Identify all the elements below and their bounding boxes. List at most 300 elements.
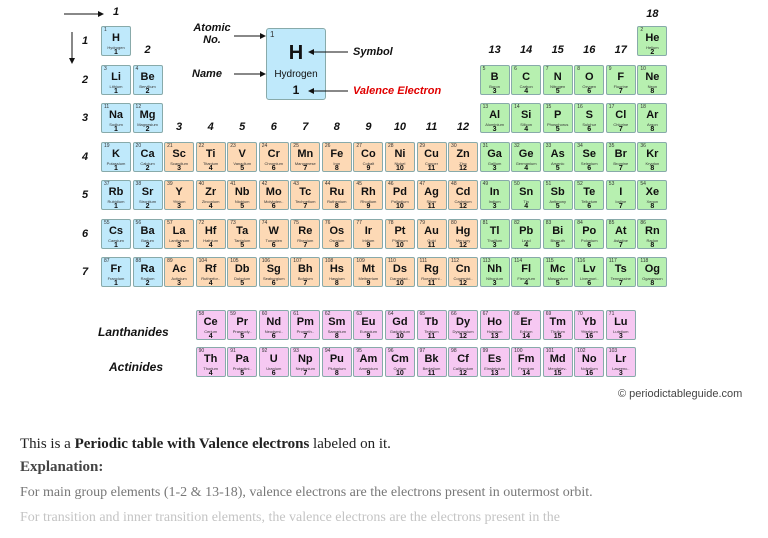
element-symbol: C (522, 70, 531, 83)
element-valence: 1 (114, 280, 118, 287)
element-symbol: Bk (424, 353, 439, 365)
element-symbol: Ac (172, 263, 187, 275)
element-cell-lr (606, 347, 636, 377)
element-symbol: Db (234, 263, 250, 275)
element-atomic-number: 6 (514, 65, 517, 72)
element-valence: 14 (522, 370, 531, 377)
element-valence: 4 (208, 164, 213, 172)
element-name: Yttrium (172, 199, 186, 204)
element-symbol: Fl (521, 263, 532, 275)
element-atomic-number: 59 (230, 311, 236, 317)
element-name: Antimony (549, 199, 567, 204)
element-valence: 2 (145, 126, 150, 133)
legend-example-symbol: H (288, 42, 304, 64)
element-valence: 7 (303, 370, 308, 377)
element-symbol: Cs (108, 224, 124, 237)
element-atomic-number: 5 (482, 65, 486, 72)
element-atomic-number: 66 (451, 311, 457, 317)
element-symbol: Rf (204, 263, 217, 275)
element-name: Uranium (266, 366, 282, 371)
element-symbol: Co (361, 147, 376, 160)
element-valence: 10 (396, 370, 404, 377)
element-name: Zinc (459, 160, 467, 166)
element-cell-p (543, 103, 573, 133)
element-cell-c (511, 65, 541, 95)
element-symbol: Rh (361, 186, 376, 198)
group-label-13: 13 (488, 44, 501, 56)
legend-example-name: Hydrogen (274, 69, 318, 80)
element-cell-y (164, 180, 194, 210)
element-valence: 16 (585, 370, 594, 377)
element-atomic-number: 3 (104, 65, 107, 72)
element-atomic-number: 93 (293, 348, 299, 354)
element-atomic-number: 61 (293, 311, 299, 317)
element-cell-es (480, 347, 510, 377)
element-cell-ga (480, 142, 510, 172)
element-cell-mt (353, 257, 383, 287)
element-atomic-number: 116 (577, 258, 586, 264)
element-name: Magnesium (137, 122, 158, 127)
element-atomic-number: 29 (419, 142, 426, 149)
element-cell-he (637, 26, 667, 56)
element-atomic-number: 50 (514, 181, 520, 187)
element-symbol: Ce (203, 316, 218, 328)
element-cell-hs (322, 257, 352, 287)
element-name: Actinium (171, 276, 187, 281)
element-valence: 4 (208, 333, 213, 340)
element-cell-w (259, 219, 289, 249)
element-cell-ac (164, 257, 194, 287)
element-name: Radon (646, 237, 659, 243)
element-name: Nitrogen (550, 83, 566, 89)
element-atomic-number: 75 (293, 219, 299, 226)
element-symbol: Hf (204, 224, 217, 237)
element-valence: 9 (366, 241, 371, 249)
element-valence: 6 (587, 87, 592, 95)
element-cell-rg (417, 257, 447, 287)
element-cell-sc (164, 142, 194, 172)
element-symbol: Tl (489, 224, 500, 237)
element-atomic-number: 81 (482, 219, 489, 226)
element-valence: 4 (524, 241, 529, 249)
element-name: Boron (489, 83, 500, 89)
element-cell-i (606, 180, 636, 210)
element-valence: 1 (114, 49, 118, 56)
element-atomic-number: 71 (608, 311, 615, 317)
element-symbol: Y (175, 186, 183, 198)
element-symbol: N (553, 70, 562, 83)
element-valence: 6 (271, 203, 276, 210)
element-name: Gallium (487, 160, 502, 166)
element-valence: 3 (618, 370, 623, 377)
element-valence: 15 (553, 370, 562, 377)
legend-example-valence: 1 (292, 83, 300, 97)
element-symbol: Ru (329, 186, 345, 198)
element-valence: 10 (396, 164, 404, 172)
element-symbol: Ti (205, 147, 216, 160)
period-label-4: 4 (82, 150, 89, 163)
element-atomic-number: 20 (135, 142, 142, 149)
element-symbol: Ar (646, 109, 659, 121)
element-symbol: Fr (110, 263, 122, 275)
group-label-3: 3 (176, 121, 183, 133)
element-symbol: Eu (361, 316, 376, 328)
legend-arrows-right-icon (306, 44, 352, 96)
element-valence: 10 (396, 241, 404, 249)
element-valence: 2 (145, 280, 150, 287)
element-valence: 5 (240, 280, 245, 287)
element-atomic-number: 98 (451, 348, 457, 354)
element-valence: 14 (522, 333, 531, 340)
element-valence: 7 (303, 241, 308, 249)
element-symbol: Bi (552, 224, 564, 237)
element-cell-bi (543, 219, 573, 249)
element-cell-ce (196, 310, 226, 340)
element-valence: 11 (427, 333, 436, 340)
element-name: Darmstad.. (390, 276, 410, 281)
element-atomic-number: 110 (387, 258, 396, 264)
element-valence: 3 (177, 203, 182, 210)
element-valence: 4 (208, 241, 213, 249)
element-atomic-number: 4 (135, 65, 139, 72)
element-symbol: Tm (549, 316, 566, 328)
element-cell-cf (448, 347, 478, 377)
element-valence: 12 (459, 164, 467, 172)
element-atomic-number: 87 (104, 258, 110, 264)
element-symbol: Lv (582, 263, 596, 275)
element-name: Platinum (392, 237, 408, 243)
group-label-12: 12 (456, 121, 470, 133)
element-cell-eu (353, 310, 383, 340)
element-cell-tc (290, 180, 320, 210)
element-name: Holmium (486, 329, 503, 334)
element-name: Iridium (362, 237, 375, 243)
element-atomic-number: 82 (514, 219, 520, 226)
element-symbol: Cm (391, 353, 409, 365)
element-cell-md (543, 347, 573, 377)
element-name: Rhenium (297, 237, 314, 243)
element-name: Phosphorus (547, 122, 569, 127)
element-valence: 12 (459, 241, 467, 249)
element-name: Rutherfor.. (201, 276, 220, 281)
element-valence: 8 (334, 370, 339, 377)
element-atomic-number: 70 (577, 311, 583, 317)
element-symbol: Ts (614, 263, 627, 275)
element-cell-si (511, 103, 541, 133)
element-atomic-number: 62 (324, 311, 331, 317)
legend-example-number: 1 (270, 30, 275, 39)
element-valence: 11 (427, 203, 436, 210)
element-atomic-number: 53 (608, 181, 615, 187)
element-valence: 9 (366, 203, 371, 210)
element-atomic-number: 2 (640, 27, 644, 33)
element-name: Mercury (455, 237, 471, 243)
element-cell-ti (196, 142, 226, 172)
element-name: Hafnium (203, 237, 219, 243)
element-name: Lawrenc.. (612, 366, 630, 371)
element-name: Niobium (234, 199, 250, 204)
element-symbol: O (584, 70, 594, 83)
element-valence: 9 (366, 333, 371, 340)
element-valence: 11 (427, 164, 436, 172)
element-symbol: Lu (614, 316, 628, 328)
element-valence: 4 (524, 126, 529, 133)
element-valence: 6 (271, 164, 276, 172)
credit-text: © periodictableguide.com (618, 388, 743, 400)
element-name: Chlorine (613, 122, 629, 127)
element-symbol: Zn (456, 147, 470, 160)
caption-heading: Explanation: (20, 459, 104, 475)
element-name: Argon (647, 122, 658, 127)
element-atomic-number: 77 (356, 219, 362, 226)
element-atomic-number: 8 (577, 65, 581, 72)
element-cell-fl (511, 257, 541, 287)
element-name: Osmium (329, 237, 345, 243)
element-symbol: Pd (392, 186, 407, 198)
element-valence: 5 (240, 203, 245, 210)
element-name: Aluminium (485, 122, 504, 127)
element-name: Potassium (106, 160, 126, 166)
element-symbol: Ho (487, 316, 502, 328)
element-atomic-number: 36 (640, 142, 646, 149)
group-label-8: 8 (333, 121, 340, 133)
element-symbol: Xe (645, 186, 660, 198)
element-atomic-number: 26 (324, 142, 331, 149)
element-atomic-number: 68 (514, 311, 520, 317)
element-valence: 5 (555, 87, 560, 95)
element-valence: 5 (240, 241, 245, 249)
element-name: Gold (427, 237, 436, 243)
element-name: Gadolinium (389, 329, 411, 334)
element-atomic-number: 94 (324, 348, 331, 354)
element-name: Hassium (329, 276, 345, 281)
group-label-5: 5 (239, 121, 246, 133)
element-atomic-number: 114 (514, 258, 523, 264)
element-cell-kr (637, 142, 667, 172)
element-valence: 7 (618, 241, 623, 249)
element-cell-in (480, 180, 510, 210)
element-atomic-number: 16 (577, 104, 583, 110)
element-cell-k (101, 142, 131, 172)
element-cell-at (606, 219, 636, 249)
element-name: Oxygen (582, 83, 597, 89)
element-cell-ru (322, 180, 352, 210)
element-symbol: Tb (424, 316, 439, 328)
element-symbol: Cd (455, 186, 471, 198)
element-name: Palladium (391, 199, 409, 204)
element-atomic-number: 91 (230, 348, 236, 354)
group-label-10: 10 (393, 121, 407, 133)
element-name: Zirconium (201, 199, 220, 204)
element-atomic-number: 113 (482, 258, 491, 264)
element-cell-og (637, 257, 667, 287)
element-name: Copernici.. (453, 276, 473, 281)
caption-intro-bold: Periodic table with Valence electrons (74, 436, 310, 452)
group-label-16: 16 (583, 44, 596, 56)
period-label-2: 2 (82, 73, 89, 86)
element-cell-ni (385, 142, 415, 172)
element-atomic-number: 48 (451, 181, 457, 187)
element-name: Cerium (204, 329, 218, 334)
element-atomic-number: 18 (640, 104, 646, 110)
element-cell-lu (606, 310, 636, 340)
element-name: Neon (647, 83, 658, 89)
element-valence: 12 (459, 370, 467, 377)
element-valence: 3 (177, 280, 182, 287)
element-symbol: Pr (236, 316, 248, 328)
element-symbol: Pm (296, 316, 314, 328)
element-name: Dysprosium (452, 329, 474, 334)
element-cell-s (574, 103, 604, 133)
element-cell-se (574, 142, 604, 172)
element-symbol: Te (583, 186, 596, 198)
caption-intro-prefix: This is a (20, 436, 75, 452)
element-valence: 10 (396, 333, 404, 340)
element-name: Carbon (519, 83, 533, 89)
element-symbol: U (269, 353, 278, 365)
element-name: Scandium (170, 160, 188, 166)
element-cell-sm (322, 310, 352, 340)
element-name: Titanium (203, 160, 219, 166)
element-name: Berkelium (422, 366, 441, 371)
element-atomic-number: 37 (104, 181, 110, 187)
caption-intro (20, 436, 391, 453)
element-valence: 2 (650, 49, 655, 56)
element-atomic-number: 45 (356, 181, 362, 187)
element-atomic-number: 104 (198, 258, 207, 264)
group-label-2: 2 (144, 44, 151, 56)
element-valence: 11 (427, 370, 436, 377)
element-symbol: Cu (424, 147, 439, 160)
element-atomic-number: 27 (356, 142, 362, 149)
element-symbol: Er (520, 316, 532, 328)
element-valence: 4 (524, 203, 529, 210)
element-symbol: Cr (267, 147, 280, 160)
element-symbol: Ca (140, 147, 155, 160)
element-symbol: Sm (328, 316, 346, 328)
element-cell-pd (385, 180, 415, 210)
element-cell-ir (353, 219, 383, 249)
element-valence: 6 (587, 241, 592, 249)
element-cell-th (196, 347, 226, 377)
element-symbol: Be (140, 70, 155, 83)
element-cell-be (133, 65, 163, 95)
element-symbol: Fm (517, 353, 535, 365)
element-cell-ra (133, 257, 163, 287)
element-valence: 1 (114, 164, 118, 172)
element-atomic-number: 14 (514, 104, 520, 110)
element-cell-n (543, 65, 573, 95)
element-valence: 4 (208, 280, 213, 287)
element-atomic-number: 58 (198, 311, 205, 317)
element-symbol: Br (614, 147, 627, 160)
element-cell-mo (259, 180, 289, 210)
element-cell-hf (196, 219, 226, 249)
element-cell-mc (543, 257, 573, 287)
element-cell-nh (480, 257, 510, 287)
element-name: Ruthenium (327, 199, 347, 204)
element-valence: 2 (145, 164, 150, 172)
element-valence: 8 (334, 280, 339, 287)
element-cell-te (574, 180, 604, 210)
element-name: Rhodium (360, 199, 377, 204)
element-valence: 7 (618, 126, 623, 133)
element-name: Xenon (646, 199, 659, 204)
element-symbol: Hs (329, 263, 344, 275)
element-atomic-number: 43 (293, 181, 299, 187)
element-valence: 4 (208, 370, 213, 377)
element-symbol: No (581, 353, 597, 365)
element-name: Sodium (109, 122, 123, 127)
element-name: Nihonium (486, 276, 504, 281)
element-atomic-number: 80 (451, 219, 457, 226)
element-atomic-number: 112 (451, 258, 460, 264)
element-atomic-number: 67 (482, 311, 489, 317)
element-atomic-number: 100 (514, 348, 523, 354)
element-symbol: Mg (139, 109, 156, 121)
element-name: Chromium (264, 160, 283, 166)
element-valence: 8 (650, 280, 655, 287)
element-cell-am (353, 347, 383, 377)
legend-atomic-no-label: Atomic No. (193, 22, 231, 46)
lanthanides-label: Lanthanides (98, 325, 169, 339)
element-symbol: At (614, 224, 627, 237)
element-symbol: H (112, 32, 120, 44)
element-name: Hydrogen (107, 45, 125, 50)
element-cell-tm (543, 310, 573, 340)
element-valence: 6 (271, 370, 276, 377)
element-valence: 7 (303, 333, 308, 340)
element-cell-cn (448, 257, 478, 287)
element-atomic-number: 39 (167, 181, 173, 187)
element-atomic-number: 72 (198, 219, 205, 226)
element-valence: 3 (492, 164, 497, 172)
element-atomic-number: 51 (545, 181, 552, 187)
element-symbol: Kr (646, 147, 659, 160)
group-label-9: 9 (365, 121, 372, 133)
element-valence: 8 (650, 241, 655, 249)
element-cell-mn (290, 142, 320, 172)
element-name: Lithium (109, 83, 123, 89)
element-valence: 8 (650, 126, 655, 133)
legend-symbol-label: Symbol (353, 46, 393, 58)
element-valence: 5 (240, 370, 245, 377)
element-atomic-number: 55 (104, 219, 110, 226)
element-symbol: Mo (265, 186, 282, 198)
element-symbol: Ta (236, 224, 249, 237)
element-symbol: S (585, 109, 593, 121)
element-cell-cl (606, 103, 636, 133)
element-atomic-number: 106 (261, 258, 271, 264)
element-cell-ho (480, 310, 510, 340)
element-name: Silicon (520, 122, 533, 127)
element-symbol: Pb (519, 224, 534, 237)
element-valence: 7 (303, 280, 308, 287)
element-cell-er (511, 310, 541, 340)
element-valence: 1 (114, 203, 118, 210)
element-atomic-number: 57 (167, 219, 173, 226)
element-atomic-number: 83 (545, 219, 552, 226)
element-atomic-number: 73 (230, 219, 236, 226)
element-valence: 3 (492, 203, 497, 210)
element-symbol: Nb (234, 186, 250, 198)
element-valence: 5 (555, 280, 560, 287)
element-atomic-number: 7 (545, 65, 549, 72)
element-symbol: Ag (424, 186, 439, 198)
element-cell-gd (385, 310, 415, 340)
element-cell-lv (574, 257, 604, 287)
element-name: Cadmium (454, 199, 472, 204)
